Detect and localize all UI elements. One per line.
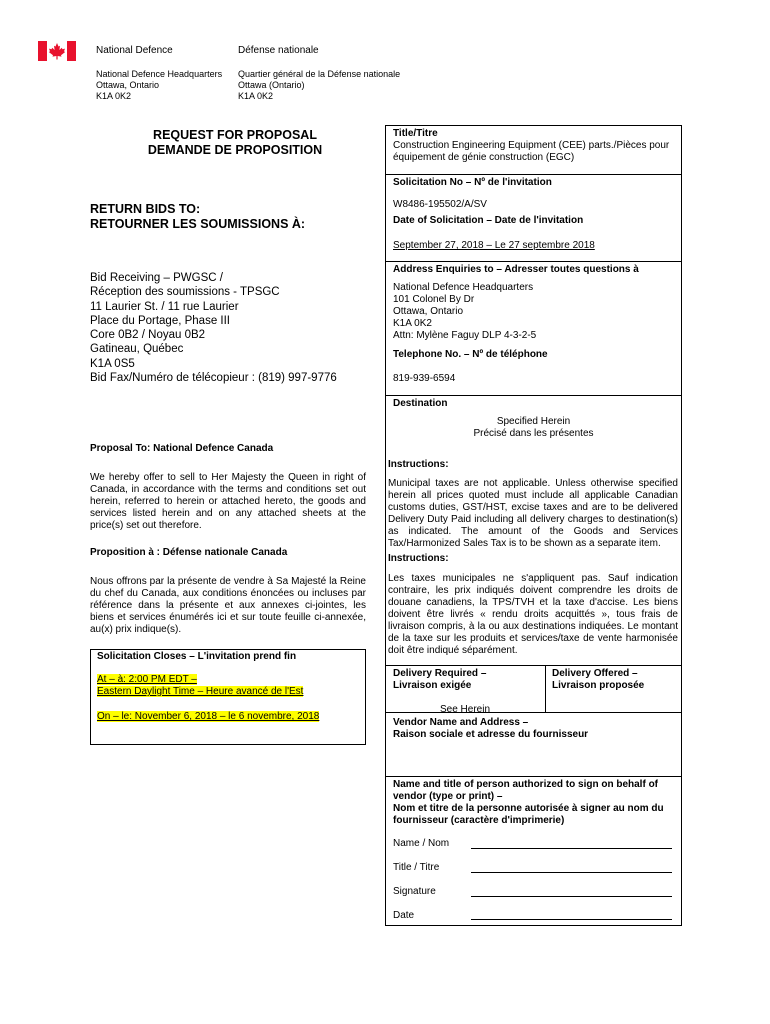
dept-name-en: National Defence: [96, 45, 173, 56]
instructions-label-en: Instructions:: [388, 459, 449, 470]
canada-flag-icon: [38, 41, 76, 61]
label-line: vendor (type or print) –: [393, 791, 503, 802]
date-value: September 27, 2018 – Le 27 septembre 2018: [393, 240, 595, 251]
address-line: Ottawa (Ontario): [238, 80, 305, 90]
divider: [385, 395, 682, 396]
instructions-text-fr: Les taxes municipales ne s'appliquent pas. Sauf indication contraire, les prix indiqués doivent comprendre les droits de douane canadiens, la TPS/TVH et la taxe d'accise. Les biens doivent être livrés « rendu droits acquittés », tous frais de livraison compris, à la ou aux destinations indiquées. Le montant de la taxe sur les produits et services/taxe de vente harmonisée doit être indiqué séparément.: [388, 573, 678, 656]
address-line: 11 Laurier St. / 11 rue Laurier: [90, 300, 239, 313]
address-line: K1A 0K2: [96, 91, 132, 101]
closing-time: [97, 674, 303, 698]
address-line: National Defence Headquarters: [96, 69, 223, 79]
signature-field-label: Signature: [393, 886, 436, 897]
address-line: Ottawa, Ontario: [393, 306, 464, 317]
title-value: Construction Engineering Equipment (CEE) parts./Pièces pour équipement de génie construction (EGC): [393, 140, 670, 163]
divider: [385, 174, 682, 175]
phone-value: 819-939-6594: [393, 373, 456, 384]
address-line: Core 0B2 / Noyau 0B2: [90, 329, 206, 342]
closing-date: [97, 711, 319, 723]
delivery-required-label: [393, 668, 486, 692]
signature-field-line[interactable]: [471, 896, 672, 897]
destination-line: Specified Herein: [496, 416, 571, 427]
dept-name-fr: Défense nationale: [238, 45, 319, 56]
address-line: Bid Fax/Numéro de télécopieur : (819) 997-9776: [90, 372, 337, 385]
title-fr: DEMANDE DE PROPOSITION: [147, 143, 323, 157]
divider: [385, 261, 682, 262]
bid-receiving-address: [90, 271, 337, 385]
address-line: Bid Receiving – PWGSC /: [90, 272, 223, 284]
dept-address-en: [96, 69, 222, 102]
return-bids-en: RETURN BIDS TO:: [90, 202, 201, 216]
address-line: Gatineau, Québec: [90, 343, 184, 356]
address-line: Quartier général de la Défense nationale: [238, 69, 401, 79]
solicitation-closes-box: [90, 649, 366, 745]
title-field-line[interactable]: [471, 872, 672, 873]
offer-text-fr: Nous offrons par la présente de vendre à Sa Majesté la Reine du chef du Canada, aux conditions énoncées ou incluses par référence dans la présente et aux annexes ci-jointes, les biens et services énumérés ici et sur toute feuille ci-annexée, au(x) prix indique(s).: [90, 576, 366, 635]
title-en: REQUEST FOR PROPOSAL: [153, 128, 317, 142]
date-label: Date of Solicitation – Date de l'invitation: [393, 215, 584, 226]
document-title: [90, 128, 380, 158]
label-line: Name and title of person authorized to sign on behalf of: [393, 779, 659, 790]
divider: [385, 125, 682, 126]
address-line: K1A 0K2: [393, 318, 432, 329]
date-field-label: Date: [393, 910, 415, 921]
phone-label: Telephone No. – Nº de téléphone: [393, 349, 548, 360]
offer-text-en: We hereby offer to sell to Her Majesty the Queen in right of Canada, in accordance with the terms and conditions set out herein, referred to herein or attached hereto, the goods and services listed herein and on any attached sheets at the price(s) set out therefore.: [90, 472, 366, 531]
delivery-divider: [545, 665, 546, 712]
address-line: K1A 0S5: [90, 357, 135, 370]
solicitation-value: W8486-195502/A/SV: [393, 199, 487, 210]
divider: [385, 925, 682, 926]
address-line: Réception des soumissions - TPSGC: [90, 286, 280, 299]
label-line: Livraison exigée: [393, 680, 472, 691]
right-column-border: [681, 125, 682, 926]
dept-address-fr: [238, 69, 400, 102]
label-line: Nom et titre de la personne autorisée à signer au nom du: [393, 803, 664, 814]
address-line: Attn: Mylène Faguy DLP 4-3-2-5: [393, 330, 537, 341]
date-field-line[interactable]: [471, 919, 672, 920]
closing-timezone: Eastern Daylight Time – Heure avancé de l'Est: [97, 686, 304, 697]
authorized-signatory-label: [393, 779, 664, 827]
closes-heading: Solicitation Closes – L'invitation prend fin: [97, 651, 297, 662]
return-bids-heading: [90, 202, 305, 232]
see-herein: See Herein: [439, 704, 491, 715]
label-line: Raison sociale et adresse du fournisseur: [393, 729, 589, 740]
label-line: Delivery Required –: [393, 668, 487, 679]
destination-line: Précisé dans les présentes: [473, 428, 594, 439]
right-column-divider: [385, 125, 386, 926]
proposal-to: Proposal To: National Defence Canada: [90, 443, 274, 454]
enquiries-address: [393, 282, 536, 342]
divider: [385, 665, 682, 666]
address-line: Ottawa, Ontario: [96, 80, 160, 90]
return-bids-fr: RETOURNER LES SOUMISSIONS À:: [90, 217, 306, 231]
label-line: Livraison proposée: [552, 680, 645, 691]
address-line: K1A 0K2: [238, 91, 274, 101]
label-line: Delivery Offered –: [552, 668, 638, 679]
instructions-text-en: Municipal taxes are not applicable. Unless otherwise specified herein all prices quoted must include all applicable Canadian customs duties, GST/HST, excise taxes and are to be delivered Delivery Duty Paid including all delivery charges to destination(s) as indicated. The amount of the Goods and Services Tax/Harmonized Sales Tax is to be shown as a separate item.: [388, 478, 678, 549]
name-field-label: Name / Nom: [393, 838, 450, 849]
enquiries-label: Address Enquiries to – Adresser toutes questions à: [393, 264, 639, 275]
name-field-line[interactable]: [471, 848, 672, 849]
closing-date-on: On – le: November 6, 2018 – le 6 novembre, 2018: [97, 711, 320, 722]
address-line: National Defence Headquarters: [393, 282, 534, 293]
destination-value: [385, 416, 682, 440]
vendor-label: [393, 717, 588, 741]
solicitation-label: Solicitation No – Nº de l'invitation: [393, 177, 552, 188]
address-line: 101 Colonel By Dr: [393, 294, 475, 305]
title-field-label: Title / Titre: [393, 862, 440, 873]
delivery-offered-label: [552, 668, 644, 692]
divider: [385, 776, 682, 777]
destination-label: Destination: [393, 398, 448, 409]
closing-time-at: At – à: 2:00 PM EDT –: [97, 674, 197, 685]
address-line: Place du Portage, Phase III: [90, 314, 231, 327]
title-label: Title/Titre: [393, 128, 438, 139]
label-line: fournisseur (caractère d'imprimerie): [393, 815, 565, 826]
proposition-a: Proposition à : Défense nationale Canada: [90, 547, 288, 558]
instructions-label-fr: Instructions:: [388, 553, 449, 564]
label-line: Vendor Name and Address –: [393, 717, 529, 728]
